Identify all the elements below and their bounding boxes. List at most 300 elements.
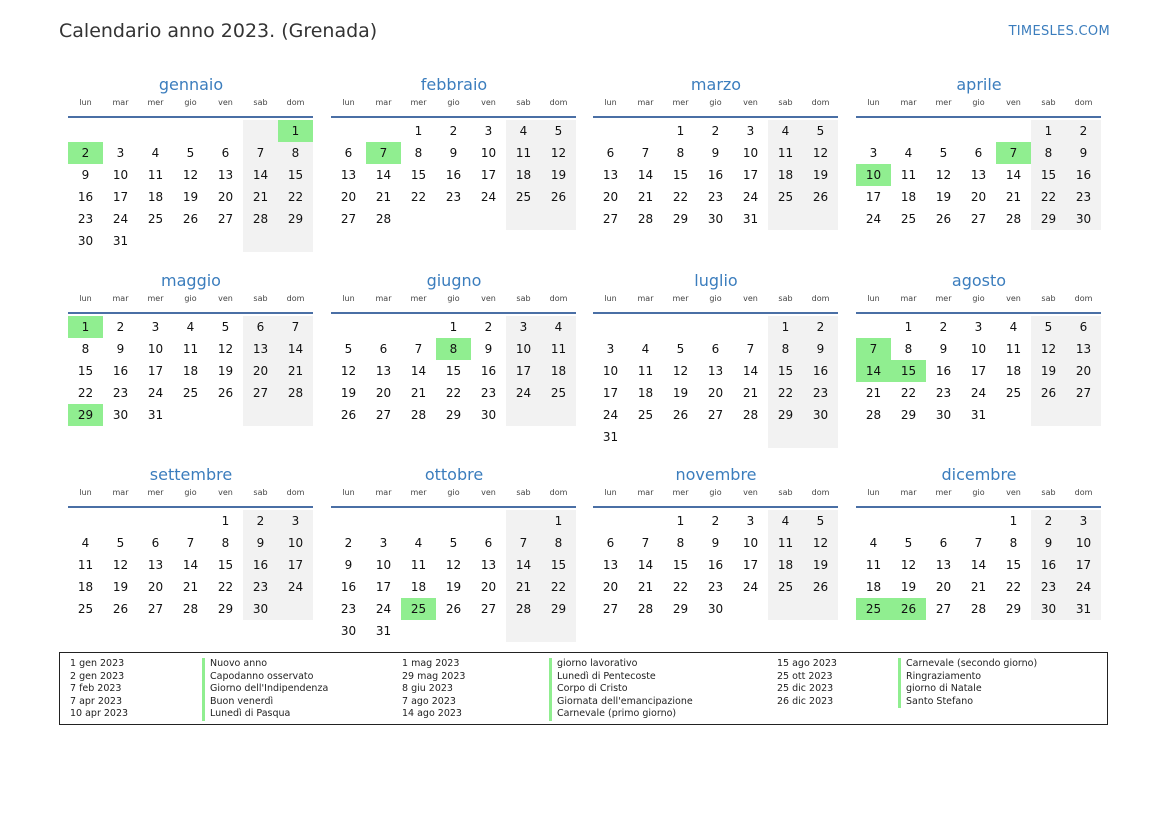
day-cell: 25	[77, 602, 94, 616]
day-cell: 18	[541, 360, 576, 382]
day-cell: 6	[1066, 316, 1101, 338]
day-cell: 7	[414, 342, 423, 356]
day-cell: 10	[1066, 532, 1101, 554]
empty-cell	[138, 230, 173, 252]
day-cell: 19	[217, 364, 234, 378]
month-4	[68, 271, 314, 426]
day-cell: 3	[484, 124, 493, 138]
day-cell: 11	[1005, 342, 1022, 356]
empty-cell	[208, 120, 243, 142]
day-cell: 6	[243, 316, 278, 338]
day-cell: 4	[81, 536, 90, 550]
holiday-day-cell: 7	[366, 142, 401, 164]
day-cell: 29	[541, 598, 576, 620]
month-10	[593, 465, 839, 620]
empty-cell	[856, 120, 891, 142]
day-cell: 23	[707, 190, 724, 204]
day-cell: 14	[970, 558, 987, 572]
legend-holiday-name: Ringraziamento	[898, 671, 1037, 684]
legend-holiday-name: Lunedì di Pasqua	[202, 708, 328, 721]
day-grid	[856, 510, 1102, 620]
legend-date: 10 apr 2023	[70, 708, 129, 719]
empty-cell	[471, 620, 506, 642]
day-cell: 4	[869, 536, 878, 550]
month-6	[593, 271, 839, 448]
day-cell: 4	[151, 146, 160, 160]
weekday-label: gio	[709, 294, 722, 303]
day-cell: 5	[803, 120, 838, 142]
day-cell: 25	[900, 212, 917, 226]
brand-link[interactable]: TIMESLES.COM	[1008, 24, 1110, 39]
day-cell: 18	[637, 386, 654, 400]
day-cell: 31	[1066, 598, 1101, 620]
day-cell: 28	[182, 602, 199, 616]
month-name: agosto	[951, 271, 1007, 290]
day-cell: 20	[970, 190, 987, 204]
day-cell: 6	[711, 342, 720, 356]
empty-cell	[856, 316, 891, 338]
day-grid	[856, 316, 1102, 426]
day-cell: 24	[602, 408, 619, 422]
day-cell: 20	[1066, 360, 1101, 382]
holiday-day-cell: 15	[891, 360, 926, 382]
day-cell: 21	[243, 186, 278, 208]
weekday-label: gio	[184, 98, 197, 107]
day-cell: 13	[602, 558, 619, 572]
day-cell: 8	[768, 338, 803, 360]
empty-cell	[506, 620, 541, 642]
weekday-label: mer	[935, 294, 952, 303]
empty-cell	[663, 426, 698, 448]
day-cell: 23	[445, 190, 462, 204]
day-cell: 3	[278, 510, 313, 532]
day-cell: 27	[970, 212, 987, 226]
day-cell: 21	[865, 386, 882, 400]
day-cell: 3	[151, 320, 160, 334]
day-cell: 13	[1066, 338, 1101, 360]
empty-cell	[926, 510, 961, 532]
empty-cell	[541, 404, 576, 426]
month-name: febbraio	[420, 75, 488, 94]
day-cell: 22	[445, 386, 462, 400]
weekday-label: gio	[447, 294, 460, 303]
day-cell: 4	[768, 120, 803, 142]
day-cell: 22	[410, 190, 427, 204]
day-cell: 2	[803, 316, 838, 338]
weekday-label: mer	[410, 488, 427, 497]
day-cell: 11	[637, 364, 654, 378]
day-cell: 26	[217, 386, 234, 400]
empty-cell	[593, 120, 628, 142]
header-rule	[856, 116, 1101, 118]
day-cell: 2	[344, 536, 353, 550]
empty-cell	[401, 316, 436, 338]
weekday-label: ven	[481, 98, 496, 107]
day-cell: 24	[865, 212, 882, 226]
weekday-label: ven	[1006, 294, 1021, 303]
day-cell: 23	[480, 386, 497, 400]
day-cell: 8	[676, 536, 685, 550]
day-cell: 17	[602, 386, 619, 400]
weekday-label: mar	[900, 294, 917, 303]
day-cell: 16	[1066, 164, 1101, 186]
weekday-label: sab	[778, 98, 793, 107]
day-cell: 18	[147, 190, 164, 204]
empty-cell	[401, 208, 436, 230]
day-cell: 7	[186, 536, 195, 550]
day-cell: 29	[672, 212, 689, 226]
day-cell: 3	[606, 342, 615, 356]
day-cell: 15	[1031, 164, 1066, 186]
empty-cell	[208, 404, 243, 426]
day-cell: 7	[746, 342, 755, 356]
weekday-header	[593, 294, 839, 308]
day-cell: 8	[278, 142, 313, 164]
weekday-header	[856, 488, 1102, 502]
empty-cell	[961, 510, 996, 532]
day-cell: 30	[77, 234, 94, 248]
empty-cell	[366, 316, 401, 338]
empty-cell	[173, 230, 208, 252]
legend-date: 26 dic 2023	[777, 695, 834, 707]
legend-holiday-name: Nuovo anno	[202, 658, 328, 671]
legend-date: 14 ago 2023	[402, 708, 462, 719]
weekday-label: sab	[253, 294, 268, 303]
day-cell: 16	[803, 360, 838, 382]
day-cell: 12	[935, 168, 952, 182]
day-cell: 9	[939, 342, 948, 356]
day-cell: 4	[541, 316, 576, 338]
day-cell: 1	[449, 320, 458, 334]
page-title: Calendario anno 2023. (Grenada)	[59, 20, 378, 42]
day-cell: 21	[182, 580, 199, 594]
day-cell: 4	[641, 342, 650, 356]
day-cell: 5	[904, 536, 913, 550]
day-cell: 8	[414, 146, 423, 160]
month-name: novembre	[675, 465, 757, 484]
weekday-header	[331, 294, 577, 308]
weekday-label: gio	[709, 98, 722, 107]
day-cell: 14	[637, 168, 654, 182]
day-cell: 24	[278, 576, 313, 598]
day-cell: 3	[974, 320, 983, 334]
day-cell: 11	[865, 558, 882, 572]
day-cell: 30	[243, 598, 278, 620]
weekday-label: dom	[549, 488, 568, 497]
day-cell: 8	[221, 536, 230, 550]
weekday-label: mer	[672, 294, 689, 303]
holiday-day-cell: 2	[68, 142, 103, 164]
day-cell: 30	[935, 408, 952, 422]
day-cell: 10	[602, 364, 619, 378]
empty-cell	[331, 120, 366, 142]
day-cell: 21	[742, 386, 759, 400]
weekday-label: ven	[743, 488, 758, 497]
weekday-label: dom	[549, 294, 568, 303]
day-cell: 23	[340, 602, 357, 616]
day-cell: 28	[506, 598, 541, 620]
month-1	[331, 75, 577, 230]
day-cell: 17	[1066, 554, 1101, 576]
day-cell: 27	[602, 602, 619, 616]
day-cell: 28	[1005, 212, 1022, 226]
weekday-header	[68, 98, 314, 112]
header-rule	[593, 312, 838, 314]
weekday-label: ven	[218, 294, 233, 303]
legend-date: 1 mag 2023	[402, 658, 460, 669]
day-cell: 18	[77, 580, 94, 594]
empty-cell	[436, 620, 471, 642]
weekday-label: mar	[375, 98, 392, 107]
weekday-label: gio	[184, 488, 197, 497]
empty-cell	[103, 120, 138, 142]
day-cell: 25	[1005, 386, 1022, 400]
legend-date: 2 gen 2023	[70, 670, 125, 682]
day-cell: 24	[112, 212, 129, 226]
empty-cell	[138, 510, 173, 532]
day-cell: 29	[278, 208, 313, 230]
empty-cell	[401, 620, 436, 642]
day-grid	[331, 120, 577, 230]
day-cell: 29	[445, 408, 462, 422]
day-cell: 8	[81, 342, 90, 356]
legend-holiday-name: Giornata dell'emancipazione	[549, 696, 693, 709]
header-rule	[593, 116, 838, 118]
day-cell: 6	[484, 536, 493, 550]
day-cell: 12	[112, 558, 129, 572]
empty-cell	[768, 208, 803, 230]
day-cell: 18	[506, 164, 541, 186]
weekday-label: lun	[867, 98, 880, 107]
weekday-label: gio	[447, 488, 460, 497]
day-cell: 28	[970, 602, 987, 616]
day-cell: 2	[449, 124, 458, 138]
day-cell: 14	[243, 164, 278, 186]
day-cell: 9	[449, 146, 458, 160]
day-cell: 16	[112, 364, 129, 378]
day-cell: 25	[182, 386, 199, 400]
day-cell: 5	[939, 146, 948, 160]
empty-cell	[698, 316, 733, 338]
day-cell: 3	[746, 124, 755, 138]
empty-cell	[768, 426, 803, 448]
day-cell: 6	[344, 146, 353, 160]
day-cell: 11	[147, 168, 164, 182]
weekday-label: lun	[79, 488, 92, 497]
day-cell: 19	[935, 190, 952, 204]
empty-cell	[138, 120, 173, 142]
day-cell: 20	[340, 190, 357, 204]
day-cell: 28	[278, 382, 313, 404]
day-cell: 10	[506, 338, 541, 360]
empty-cell	[173, 510, 208, 532]
day-cell: 21	[970, 580, 987, 594]
day-cell: 28	[243, 208, 278, 230]
month-name: aprile	[956, 75, 1002, 94]
empty-cell	[996, 120, 1031, 142]
day-cell: 5	[803, 510, 838, 532]
day-cell: 28	[637, 602, 654, 616]
legend-holiday-name: Corpo di Cristo	[549, 683, 693, 696]
weekday-label: sab	[516, 294, 531, 303]
day-cell: 1	[1031, 120, 1066, 142]
day-cell: 1	[676, 124, 685, 138]
day-cell: 1	[676, 514, 685, 528]
day-cell: 11	[410, 558, 427, 572]
day-cell: 7	[278, 316, 313, 338]
weekday-label: lun	[604, 294, 617, 303]
day-cell: 15	[77, 364, 94, 378]
weekday-label: gio	[972, 488, 985, 497]
empty-cell	[996, 404, 1031, 426]
empty-cell	[506, 510, 541, 532]
day-cell: 13	[217, 168, 234, 182]
day-cell: 11	[900, 168, 917, 182]
header-rule	[856, 312, 1101, 314]
month-name: gennaio	[158, 75, 224, 94]
weekday-label: mer	[935, 98, 952, 107]
day-cell: 18	[1005, 364, 1022, 378]
day-cell: 21	[506, 576, 541, 598]
day-cell: 25	[637, 408, 654, 422]
day-cell: 17	[375, 580, 392, 594]
day-grid	[593, 120, 839, 230]
day-cell: 24	[480, 190, 497, 204]
weekday-label: gio	[184, 294, 197, 303]
day-cell: 24	[506, 382, 541, 404]
day-cell: 21	[278, 360, 313, 382]
day-cell: 10	[147, 342, 164, 356]
day-cell: 15	[410, 168, 427, 182]
day-cell: 26	[672, 408, 689, 422]
empty-cell	[243, 120, 278, 142]
day-cell: 13	[480, 558, 497, 572]
empty-cell	[628, 510, 663, 532]
day-cell: 26	[935, 212, 952, 226]
day-cell: 29	[768, 404, 803, 426]
legend-holiday-name: Giorno dell'Indipendenza	[202, 683, 328, 696]
day-cell: 6	[974, 146, 983, 160]
empty-cell	[856, 510, 891, 532]
day-cell: 21	[375, 190, 392, 204]
empty-cell	[506, 208, 541, 230]
weekday-label: lun	[604, 98, 617, 107]
day-cell: 29	[1005, 602, 1022, 616]
day-cell: 23	[803, 382, 838, 404]
legend-holiday-name: giorno di Natale	[898, 683, 1037, 696]
day-cell: 30	[340, 624, 357, 638]
day-cell: 13	[935, 558, 952, 572]
header-rule	[856, 506, 1101, 508]
day-cell: 26	[1031, 382, 1066, 404]
legend-date: 1 gen 2023	[70, 658, 125, 669]
weekday-label: ven	[481, 294, 496, 303]
day-cell: 18	[900, 190, 917, 204]
day-cell: 10	[278, 532, 313, 554]
month-3	[856, 75, 1102, 230]
day-cell: 15	[672, 168, 689, 182]
holiday-day-cell: 29	[68, 404, 103, 426]
day-cell: 30	[480, 408, 497, 422]
day-cell: 5	[116, 536, 125, 550]
day-cell: 5	[676, 342, 685, 356]
day-cell: 6	[606, 146, 615, 160]
weekday-label: mar	[900, 488, 917, 497]
day-cell: 16	[77, 190, 94, 204]
weekday-label: sab	[1041, 488, 1056, 497]
weekday-label: ven	[218, 98, 233, 107]
day-cell: 22	[900, 386, 917, 400]
day-cell: 25	[541, 382, 576, 404]
day-cell: 24	[375, 602, 392, 616]
weekday-label: mar	[900, 98, 917, 107]
legend-date: 7 ago 2023	[402, 695, 456, 707]
empty-cell	[1031, 404, 1066, 426]
day-cell: 7	[974, 536, 983, 550]
day-cell: 7	[641, 536, 650, 550]
day-cell: 8	[676, 146, 685, 160]
day-cell: 1	[414, 124, 423, 138]
day-cell: 14	[742, 364, 759, 378]
month-2	[593, 75, 839, 230]
day-cell: 11	[768, 142, 803, 164]
day-cell: 15	[445, 364, 462, 378]
day-cell: 22	[672, 580, 689, 594]
day-cell: 12	[803, 142, 838, 164]
day-cell: 15	[768, 360, 803, 382]
day-cell: 16	[935, 364, 952, 378]
empty-cell	[471, 510, 506, 532]
day-cell: 16	[243, 554, 278, 576]
day-cell: 29	[1031, 208, 1066, 230]
day-cell: 19	[541, 164, 576, 186]
weekday-label: ven	[481, 488, 496, 497]
day-cell: 8	[541, 532, 576, 554]
day-cell: 8	[1009, 536, 1018, 550]
day-cell: 21	[1005, 190, 1022, 204]
day-cell: 27	[147, 602, 164, 616]
day-cell: 14	[278, 338, 313, 360]
day-cell: 11	[506, 142, 541, 164]
day-cell: 24	[742, 190, 759, 204]
holiday-day-cell: 10	[856, 164, 891, 186]
day-cell: 10	[480, 146, 497, 160]
day-cell: 9	[711, 536, 720, 550]
day-cell: 9	[1066, 142, 1101, 164]
day-cell: 5	[1031, 316, 1066, 338]
day-cell: 24	[147, 386, 164, 400]
weekday-label: mer	[410, 98, 427, 107]
empty-cell	[891, 510, 926, 532]
weekday-label: sab	[1041, 98, 1056, 107]
day-cell: 22	[278, 186, 313, 208]
weekday-label: lun	[79, 98, 92, 107]
day-cell: 5	[344, 342, 353, 356]
day-cell: 13	[147, 558, 164, 572]
weekday-label: ven	[1006, 98, 1021, 107]
empty-cell	[506, 404, 541, 426]
month-0	[68, 75, 314, 252]
weekday-label: mar	[112, 98, 129, 107]
day-cell: 10	[970, 342, 987, 356]
weekday-label: dom	[286, 488, 305, 497]
day-cell: 21	[637, 190, 654, 204]
day-grid	[68, 316, 314, 426]
day-cell: 25	[506, 186, 541, 208]
day-cell: 18	[768, 164, 803, 186]
month-name: giugno	[426, 271, 482, 290]
empty-cell	[803, 426, 838, 448]
